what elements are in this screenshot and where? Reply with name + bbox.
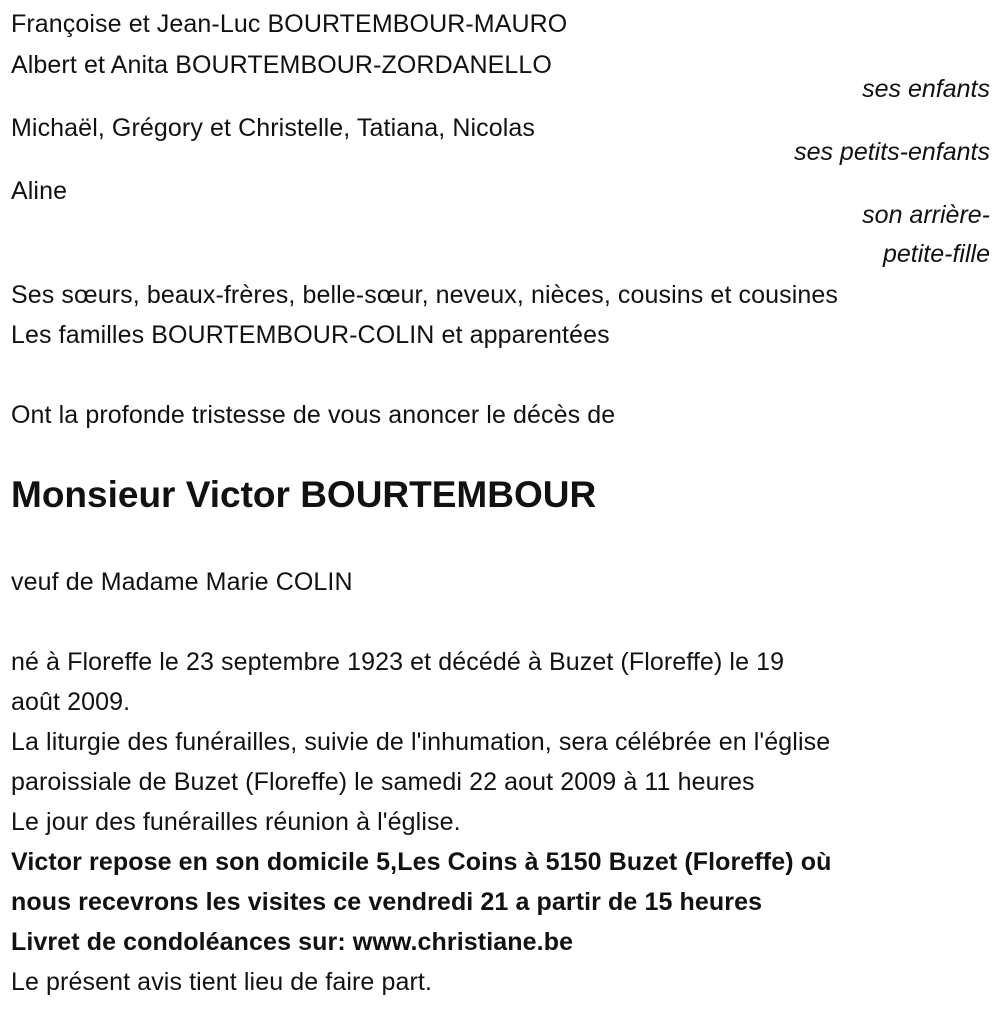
repose-line-1: Victor repose en son domicile 5,Les Coins à 5150 Buzet (Floreffe) où: [11, 848, 832, 876]
siblings-line: Ses sœurs, beaux-frères, belle-sœur, neveux, nièces, cousins et cousines: [11, 281, 838, 309]
birth-death-line-2: août 2009.: [11, 688, 131, 716]
great-grandchild-label-2: petite-fille: [883, 240, 990, 268]
grandchildren-line: Michaël, Grégory et Christelle, Tatiana, Nicolas: [11, 114, 536, 142]
children-label: ses enfants: [862, 75, 990, 103]
birth-death-line-1: né à Floreffe le 23 septembre 1923 et décédé à Buzet (Floreffe) le 19: [11, 648, 785, 676]
condolences-line: Livret de condoléances sur: www.christiane.be: [11, 928, 574, 956]
child-line-2: Albert et Anita BOURTEMBOUR-ZORDANELLO: [11, 51, 552, 79]
child-line-1: Françoise et Jean-Luc BOURTEMBOUR-MAURO: [11, 10, 568, 38]
widower-line: veuf de Madame Marie COLIN: [11, 568, 353, 596]
great-grandchild-label-1: son arrière-: [862, 201, 990, 229]
meeting-line: Le jour des funérailles réunion à l'église.: [11, 808, 461, 836]
great-grandchild-line: Aline: [11, 177, 68, 205]
repose-line-2: nous recevrons les visites ce vendredi 21 a partir de 15 heures: [11, 888, 763, 916]
liturgy-line-1: La liturgie des funérailles, suivie de l'inhumation, sera célébrée en l'église: [11, 728, 831, 756]
families-line: Les familles BOURTEMBOUR-COLIN et apparentées: [11, 321, 610, 349]
notice-line: Le présent avis tient lieu de faire part.: [11, 968, 433, 996]
announcement-intro: Ont la profonde tristesse de vous anoncer le décès de: [11, 401, 616, 429]
grandchildren-label: ses petits-enfants: [794, 138, 990, 166]
deceased-name: Monsieur Victor BOURTEMBOUR: [11, 474, 597, 515]
liturgy-line-2: paroissiale de Buzet (Floreffe) le samedi 22 aout 2009 à 11 heures: [11, 768, 755, 796]
